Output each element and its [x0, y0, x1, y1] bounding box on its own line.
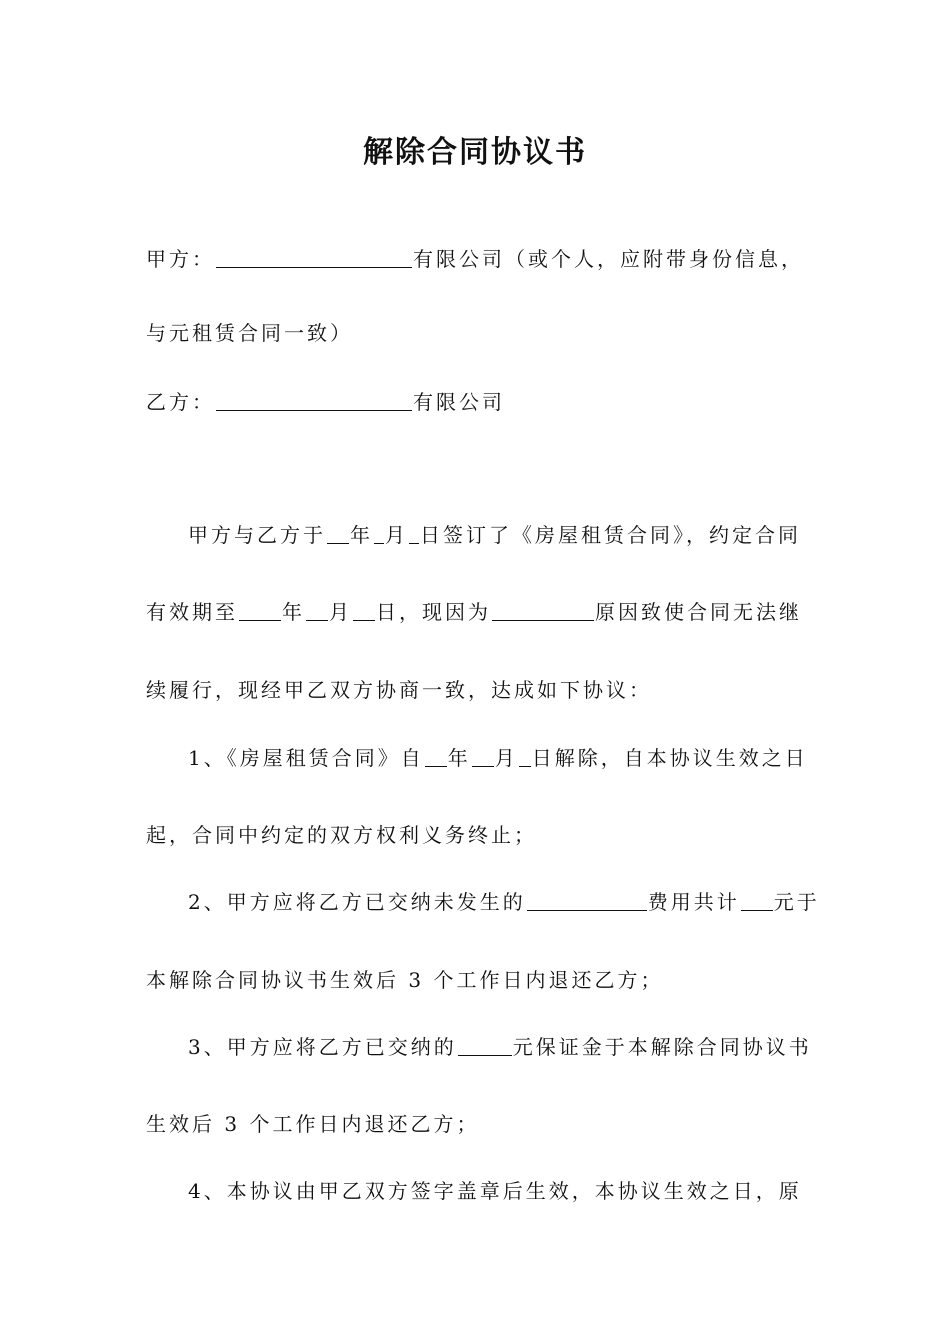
- clause-2-line-2: 本解除合同协议书生效后 3 个工作日内退还乙方；: [146, 968, 664, 992]
- fee-type-blank: [527, 888, 647, 911]
- preamble-line-1: [188, 519, 801, 550]
- clause-2-line-1: [188, 886, 820, 917]
- clause-4-line-1: 4、本协议由甲乙双方签字盖章后生效，本协议生效之日，原: [188, 1179, 802, 1203]
- preamble-text: 甲方与乙方于: [188, 523, 326, 547]
- party-a-suffix: 有限公司（或个人，应附带身份信息，: [413, 247, 804, 271]
- deposit-amount-blank: [458, 1033, 512, 1056]
- reason-blank: [492, 598, 594, 621]
- clause-3-line-2: 生效后 3 个工作日内退还乙方；: [146, 1112, 480, 1136]
- party-a-line: [146, 243, 804, 274]
- party-b-suffix: 有限公司: [413, 390, 505, 414]
- expiry-day-blank: [353, 598, 375, 621]
- termination-year-blank: [425, 744, 447, 767]
- preamble-text: 有效期至: [146, 600, 238, 624]
- clause-3-line-1: [188, 1031, 812, 1062]
- preamble-text: 日签订了《房屋租赁合同》，约定合同: [420, 523, 801, 547]
- clause-1-line-2: 起，合同中约定的双方权利义务终止；: [146, 823, 537, 847]
- preamble-text: 年: [350, 523, 373, 547]
- document-title: 解除合同协议书: [363, 135, 587, 170]
- party-a-blank: [216, 245, 412, 268]
- clause-text: 月: [494, 746, 518, 770]
- clause-text: 3、甲方应将乙方已交纳的: [188, 1035, 457, 1059]
- clause-text: 元于: [773, 890, 820, 914]
- preamble-text: 原因致使合同无法继: [595, 600, 802, 624]
- termination-day-blank: [519, 744, 531, 767]
- sign-day-blank: [409, 521, 419, 544]
- preamble-line-3: 续履行，现经甲乙双方协商一致，达成如下协议：: [146, 678, 652, 702]
- preamble-line-2: [146, 596, 802, 627]
- expiry-year-blank: [239, 598, 281, 621]
- termination-month-blank: [472, 744, 494, 767]
- clause-text: 元保证金于本解除合同协议书: [512, 1035, 812, 1059]
- clause-1-line-1: [188, 742, 808, 773]
- preamble-text: 月: [329, 600, 352, 624]
- party-a-continuation: 与元租赁合同一致）: [146, 321, 353, 345]
- clause-text: 1、《房屋租赁合同》自: [188, 746, 424, 770]
- fee-amount-blank: [741, 888, 773, 911]
- party-b-line: [146, 386, 505, 417]
- party-a-label: 甲方：: [146, 247, 215, 271]
- party-b-label: 乙方：: [146, 390, 215, 414]
- clause-text: 日解除，自本协议生效之日: [531, 746, 808, 770]
- preamble-text: 日，现因为: [376, 600, 491, 624]
- clause-text: 2、甲方应将乙方已交纳未发生的: [188, 890, 526, 914]
- clause-text: 年: [447, 746, 471, 770]
- party-b-blank: [216, 388, 412, 411]
- sign-year-blank: [327, 521, 349, 544]
- expiry-month-blank: [306, 598, 328, 621]
- preamble-text: 月: [385, 523, 408, 547]
- sign-month-blank: [374, 521, 384, 544]
- clause-text: 费用共计: [647, 890, 740, 914]
- preamble-text: 年: [282, 600, 305, 624]
